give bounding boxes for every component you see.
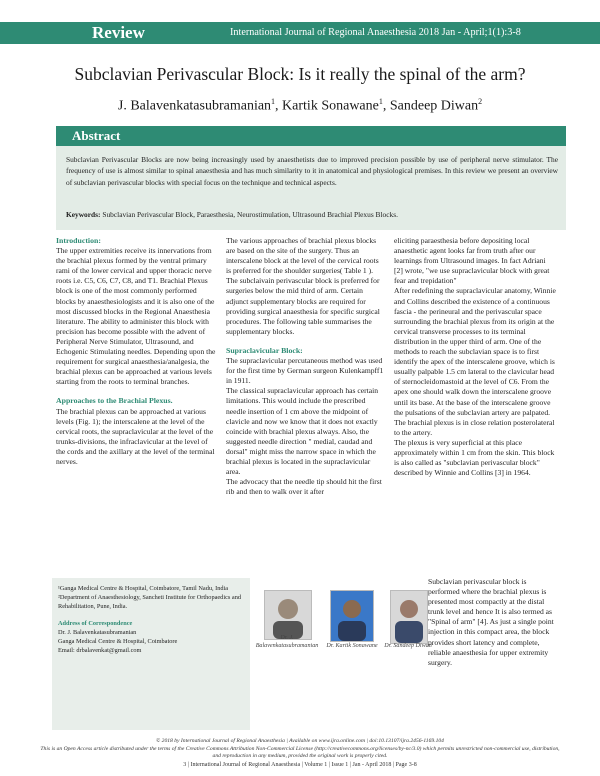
section-heading-approaches: Approaches to the Brachial Plexus. [56, 396, 173, 406]
correspondence-name: Dr. J. Balavenkatasubramanian [58, 629, 137, 636]
correspondence-email: Email: drbalavenkat@gmail.com [58, 647, 142, 654]
column-3-continued [428, 577, 556, 668]
abstract-box [56, 146, 566, 230]
keywords [66, 209, 558, 220]
column-1 [56, 236, 216, 467]
correspondence-address: Ganga Medical Centre & Hospital, Coimbatore [58, 638, 178, 645]
author-separator: , [275, 98, 279, 114]
journal-citation: International Journal of Regional Anaesthesia 2018 Jan - April;1(1):3-8 [230, 27, 521, 38]
section-heading-supraclavicular: Supraclavicular Block: [226, 345, 303, 355]
affiliations-text [58, 584, 248, 655]
person-silhouette-icon [391, 591, 427, 643]
license-notice [40, 738, 560, 761]
body-paragraph: The plexus is very superficial at this place approximately within 1 cm from the skin. This block is also called as "subclavian perivascular block" described by Winnie and Collins [3] in 1964. [394, 437, 555, 478]
section-label: Review [92, 23, 145, 42]
author-separator: , [382, 98, 387, 114]
header-bar [0, 22, 600, 44]
author-photo [390, 590, 428, 644]
author-name: J. Balavenkatasubramanian [117, 98, 272, 114]
body-paragraph: The advocacy that the needle tip should hit the first rib and then to walk over it after [226, 477, 382, 497]
photo-caption: Dr. Sandeep Diwan [384, 643, 432, 649]
page-footer: 3 | International Journal of Regional Anaesthesia | Volume 1 | Issue 1 | Jan - April 2018 | Page 3-8 [183, 762, 417, 768]
article-title: Subclavian Perivascular Block: Is it really the spinal of the arm? [74, 64, 526, 84]
body-paragraph: The various approaches of brachial plexus blocks are based on the site of the surgery. Thus an interscalene block at the level of the cervical roots is preferred for the shoulder surgeries( Table 1 ). The subclaivain perivascular block is preferred for surgeries below the mid third of arm. Certain adjunct supplementary blocks are required for providing surgical anaesthesia for specific surgical procedures. The following table summarises the supplementary blocks. [226, 236, 380, 336]
author-line [0, 97, 600, 115]
column-2 [226, 236, 384, 497]
section-heading-introduction: Introduction: [56, 236, 101, 245]
affiliation-1: ¹Ganga Medical Centre & Hospital, Coimbatore, Tamil Nadu, India [58, 585, 229, 592]
photo-caption: Dr. Kartik Sonawane [326, 643, 378, 649]
license-line-2: This is an Open Access article distributed under the terms of the Creative Commons Attribution Non-Commercial License (http://creativecommons.org/licenses/by-nc/3.0) which permits unrestricted non-commercial use, distribution, and reproduction in any medium, provided the original work is properly cited. [40, 745, 560, 760]
body-paragraph: After redefining the supraclavicular anatomy, Winnie and Collins described the existence of a continuous fascia - the perineural and the perivascular space surrounding the brachial plexus from its origin at the cervical transverse processes to its terminal distribution in the upper third of arm. One of the methods to reach the subclavian space is to first identify the apex of the interscalene groove, which is usually palpable 1.5 cm lateral to the clavicular head of sternocleidomastoid at the level of C6. From the apex one should walk down the interscalene groove until its base. At the base of the interscalene groove the pulsations of the subclavian artery are palpated. The brachial plexus is in close relation posterolateral to the artery. [394, 286, 556, 437]
abstract-heading: Abstract [72, 128, 121, 143]
column-3 [394, 236, 556, 478]
author-photo [264, 590, 312, 640]
author-affil-marker: 1 [378, 97, 383, 106]
author-photo [330, 590, 374, 642]
affiliation-2: ²Department of Anaesthesiology, Sancheti Institute for Orthopaedics and Rehabilitation, Pune, India. [58, 594, 241, 610]
author-affil-marker: 2 [478, 97, 483, 106]
keywords-text: Subclavian Perivascular Block, Paraesthesia, Neurostimulation, Ultrasound Brachial Plexus Blocks. [102, 210, 398, 219]
body-paragraph: The supraclavicular percutaneous method was used for the first time by German surgeon Kulenkampff1 in 1911. [226, 356, 384, 386]
correspondence-heading: Address of Correspondence [58, 620, 133, 627]
person-silhouette-icon [265, 591, 311, 639]
body-paragraph: Subclavian perivascular block is performed where the brachial plexus is presented most compactly at the distal trunk level and hence It is also termed as "Spinal of arm" [4]. As just a single point injection in this compact area, the block provides short latency and complete, reliable anaesthesia for upper extremity surgery. [428, 577, 554, 667]
person-silhouette-icon [331, 591, 373, 641]
affiliations-box [52, 578, 250, 730]
keywords-label: Keywords: [66, 210, 101, 219]
license-line-1: © 2018 by International Journal of Regional Anaesthesia | Available on www.ijra.online.com | doi:10.13107/ijra.2456-1169.104 [156, 738, 444, 744]
abstract-text: Subclavian Perivascular Blocks are now being increasingly used by anaesthetists due to improved precision possible by use of peripheral nerve stimulator. The frequency of use is almost similar to spinal anaesthesia and has much similarity to it in anatomical and physiological premises. In this review we present an overview of subclavian perivascular blocks with special focus on the technique and technical aspects. [66, 155, 558, 187]
author-affil-marker: 1 [271, 97, 276, 106]
author-name: Kartik Sonawane [282, 98, 379, 114]
body-paragraph: eliciting paraesthesia before depositing local anaesthetic agent looks far from truth after our learnings from Ultrasound images. In fact Adriani [2] wrote, "we use supraclavicular block with great fear and trepidation" [394, 236, 550, 286]
photo-caption: Dr. J. Balavenkatasubramanian [255, 635, 319, 649]
approaches-text: The brachial plexus can be approached at various levels (Fig. 1); the interscalene at the level of the cervical roots, the supraclavicular at the level of the trunks-divisions, the infraclavicular at the level of the cords and the axillary at the level of the terminal nerves. [56, 406, 215, 466]
abstract-heading-bar [56, 126, 566, 146]
introduction-text: The upper extremities receive its innervations from the brachial plexus formed by the ventral primary rami of the lower cervical and upper thoracic nerve roots i.e. C5, C6, C7, C8, and T1. Brachial Plexus block is one of the most commonly performed blocks by anaesthesiologists and it is also one of the most discussed blocks in the Regional Anaesthesia literature. The ability to administer this block with precision has become possible with the advent of Peripheral Nerve Stimulator, Ultrasound, and Echogenic Stimulating needles. Depending upon the requirement for surgical anaesthesia/analgesia, the brachial plexus can be approached at various levels starting from the roots to terminal branches. [56, 246, 216, 387]
body-paragraph: The classical supraclavicular approach has certain limitations. This would include the prescribed needle insertion of 1 cm above the midpoint of clavicle and now we know that it does not exactly coincide with brachial plexus always. Also, the suggested needle direction " medial, caudad and dorsal" might miss the narrow space in which the brachial plexus is located in the supraclavicular area. [226, 386, 379, 477]
author-name: Sandeep Diwan [389, 98, 479, 114]
